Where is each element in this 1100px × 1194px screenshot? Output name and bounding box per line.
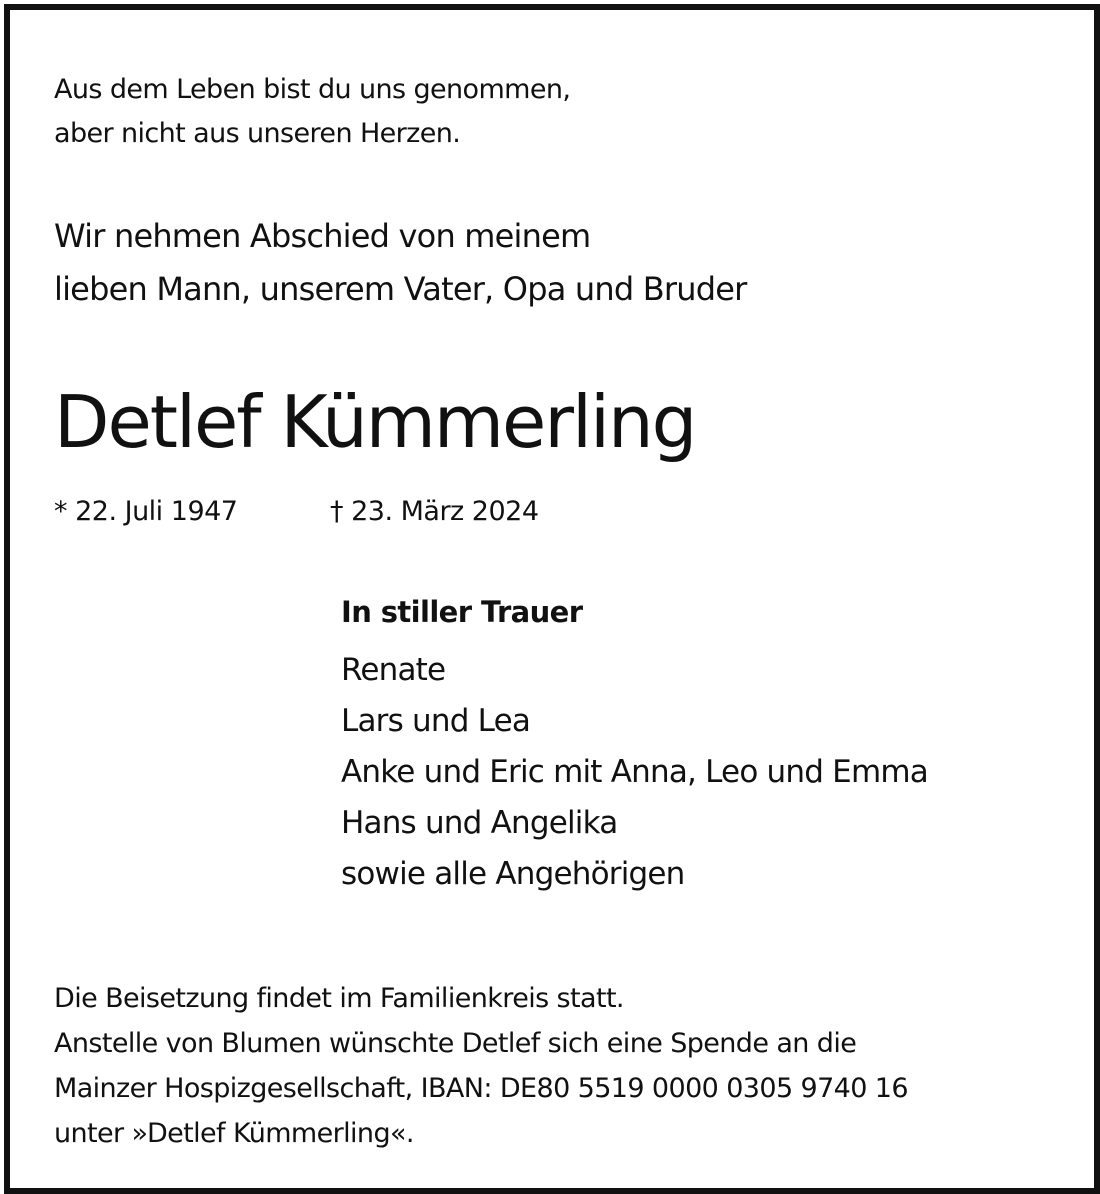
motto-line: aber nicht aus unseren Herzen. [54, 118, 461, 149]
intro-line: lieben Mann, unserem Vater, Opa und Bruder [54, 270, 747, 308]
mourning-heading: In stiller Trauer [341, 595, 583, 629]
birth-date: * 22. Juli 1947 [54, 496, 238, 527]
notice-line: Mainzer Hospizgesellschaft, IBAN: DE80 5519 0000 0305 9740 16 [54, 1073, 908, 1104]
mourner-name: Anke und Eric mit Anna, Leo und Emma [341, 754, 928, 790]
notice-line: unter »Detlef Kümmerling«. [54, 1118, 414, 1149]
motto-line: Aus dem Leben bist du uns genommen, [54, 74, 571, 105]
mourner-name: Hans und Angelika [341, 805, 618, 841]
intro-line: Wir nehmen Abschied von meinem [54, 217, 591, 255]
mourner-name: sowie alle Angehörigen [341, 856, 685, 892]
mourners-list [341, 645, 928, 900]
mourner-name: Lars und Lea [341, 703, 531, 739]
motto-text [54, 68, 570, 156]
farewell-intro [54, 210, 746, 316]
death-date: † 23. März 2024 [330, 496, 539, 527]
mourner-name: Renate [341, 652, 446, 688]
notice-line: Die Beisetzung findet im Familienkreis statt. [54, 983, 624, 1014]
notice-line: Anstelle von Blumen wünschte Detlef sich eine Spende an die [54, 1028, 857, 1059]
deceased-name: Detlef Kümmerling [54, 380, 696, 464]
funeral-notice [54, 976, 908, 1156]
